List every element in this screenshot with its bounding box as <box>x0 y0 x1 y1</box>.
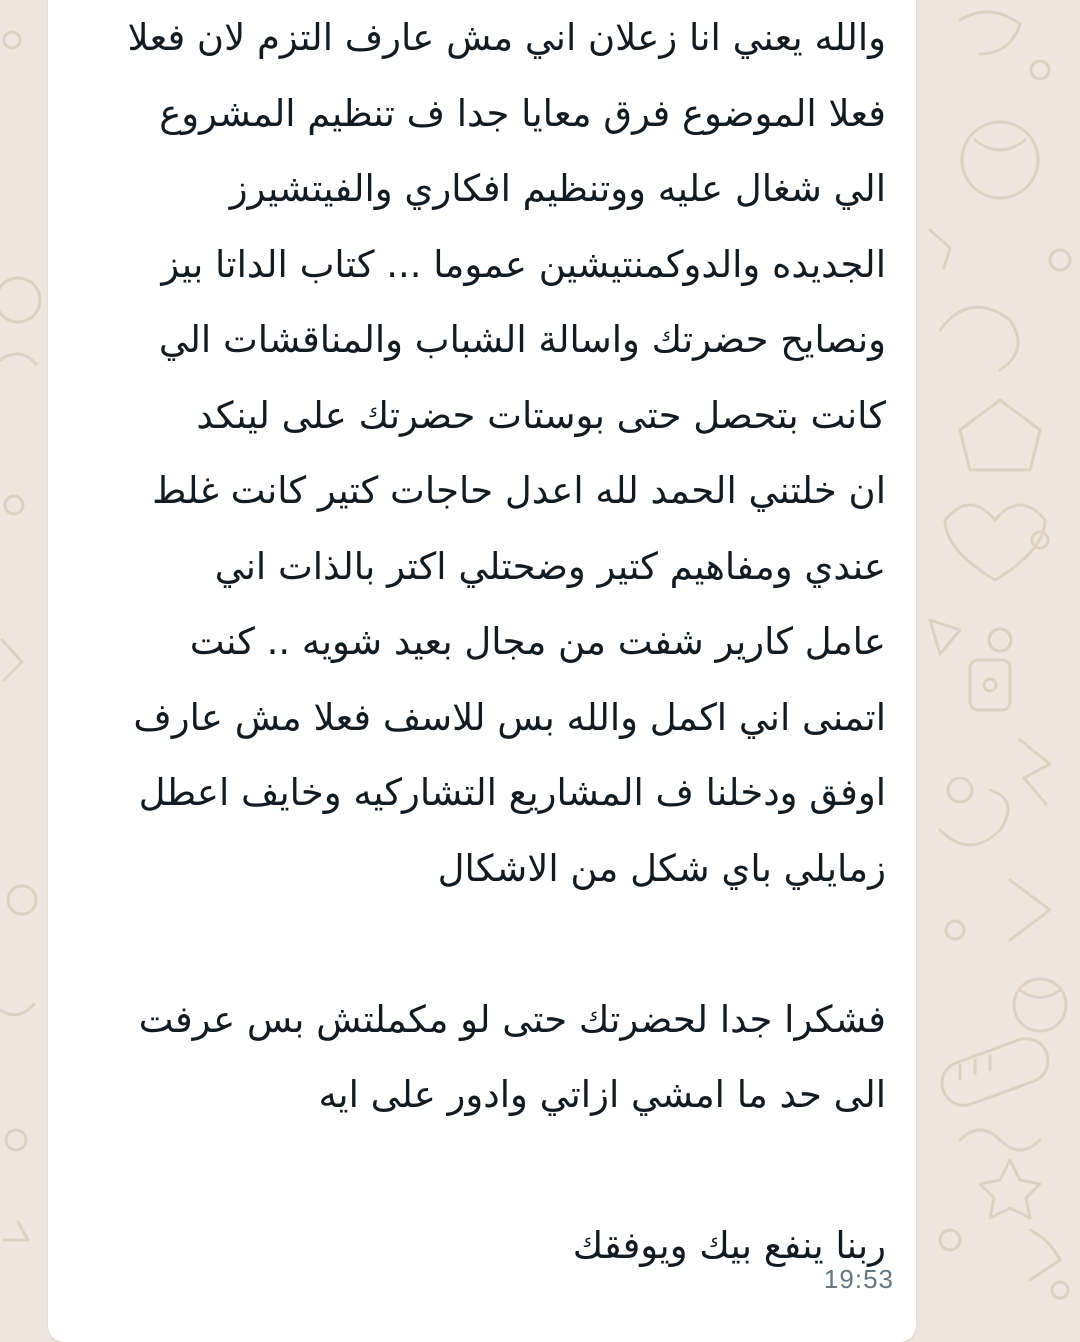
message-bubble[interactable] <box>48 0 916 1342</box>
message-text: والله يعني انا زعلان اني مش عارف التزم لان فعلا فعلا الموضوع فرق معايا جدا ف تنظيم المشروع الي شغال عليه ووتنظيم افكاري والفيتشيرز الجديده والدوكمنتيشين عموما ... كتاب الداتا بيز ونصايح حضرتك واسالة الشباب والمناقشات الي كانت بتحصل حتى بوستات حضرتك على لينكد ان خلتني الحمد لله اعدل حاجات كتير كانت غلط عندي ومفاهيم كتير وضحتلي اكتر بالذات اني عامل كارير شفت من مجال بعيد شويه .. كنت اتمنى اني اكمل والله بس للاسف فعلا مش عارف اوفق ودخلنا ف المشاريع التشاركيه وخايف اعطل زمايلي باي شكل من الاشكال فشكرا جدا لحضرتك حتى لو مكملتش بس عرفت الى حد ما امشي ازاتي وادور على ايه ربنا ينفع بيك ويوفقك <box>127 16 886 1267</box>
message-timestamp: 19:53 <box>823 1264 894 1294</box>
